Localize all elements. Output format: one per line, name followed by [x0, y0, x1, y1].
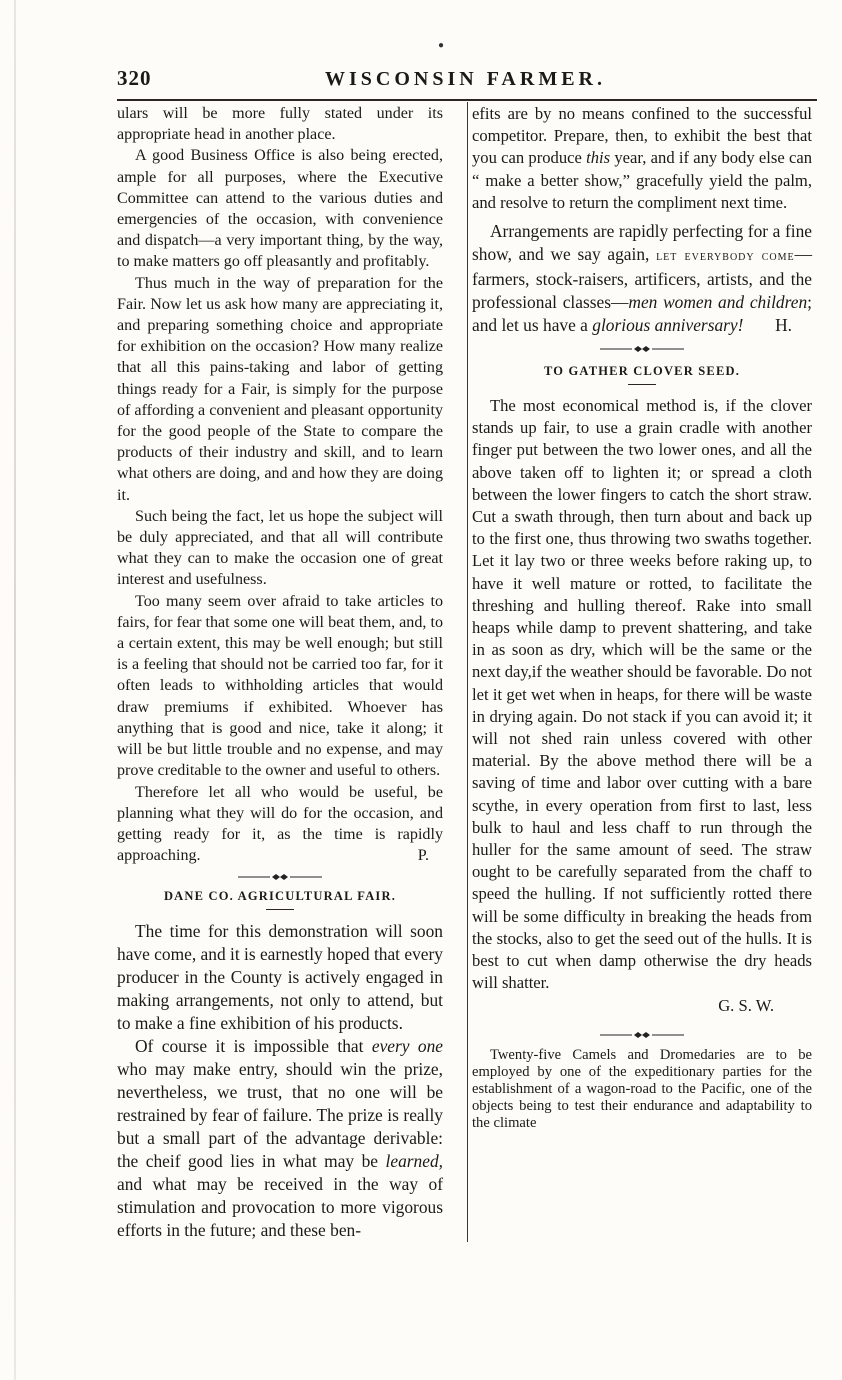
paragraph: ulars will be more fully stated under its appropriate head in another place. [117, 105, 443, 144]
text-run: and what may be received in the way of stimulation and provocation to more vigorous efforts in the future; and these ben- [117, 1174, 443, 1241]
paragraph: Thus much in the way of preparation for the Fair. Now let us ask how many are appreciating it, and preparing something choice and appropriate for exhibition on the occasion? How many realize that all this pains-taking and labor of getting things ready for a Fair, is simply for the purpose of affording a convenient and pleasant opportunity for the good people of the State to compare the products of their industry and skill, and to learn what others are doing, and and how they are doing it. [117, 274, 443, 504]
paragraph [472, 103, 812, 214]
paragraph [117, 1035, 443, 1242]
paragraph [117, 782, 443, 867]
paragraph: Twenty-five Camels and Dromedaries are to be employed by one of the expeditionary parties for the establishment of a wagon-road to the Pacific, one of the objects being to test their endurance and adaptability to the climate [472, 1046, 812, 1131]
left-column [117, 103, 443, 1242]
italic-text: learned, [385, 1151, 443, 1172]
page-edge [14, 0, 16, 1380]
section-ornament [472, 343, 812, 353]
right-column [472, 103, 812, 1132]
text-run: Of course it is impossible that [135, 1036, 372, 1057]
text-run: who may make entry, should win the prize, nevertheless, we trust, that no one will be restrained by fear of failure. The prize is really but a small part of the advantage derivable: the cheif good lies in what may be [117, 1059, 443, 1172]
signature: H. [775, 315, 792, 336]
page-number: 320 [117, 66, 152, 90]
paragraph-text: Therefore let all who would be useful, be planning what they will do for the occasion, and getting ready for it, as the time is rapidly approaching. [117, 783, 443, 865]
section-ornament [472, 1029, 812, 1039]
section-heading: DANE CO. AGRICULTURAL FAIR. [163, 889, 397, 904]
text-run: year, and if any body else can “ make a better show,” gracefully yield the palm, and resolve to return the compliment next time. [472, 148, 812, 212]
italic-text: men women and children [628, 292, 808, 313]
signature: G. S. W. [718, 995, 774, 1015]
journal-title: WISCONSIN FARMER. [325, 68, 606, 90]
italic-text: every one [371, 1036, 443, 1057]
paragraph [472, 220, 812, 337]
running-head [117, 66, 817, 94]
heading-rule [266, 909, 294, 910]
italic-text: glorious anniversary! [592, 315, 744, 336]
paragraph: Such being the fact, let us hope the subject will be duly appreciated, and that all will contribute what they can to make the occasion one of great interest and usefulness. [117, 507, 443, 589]
paragraph: Too many seem over afraid to take articles to fairs, for fear that some one will beat them, and, to a certain extent, this may be well enough; but still is a feeling that should not be carried too far, for it often leads to withholding articles that would draw premiums if exhibited. Whoever has anything that is good and nice, take it along; it will be but little trouble and no expense, and may prove creditable to the owner and useful to others. [117, 592, 443, 780]
italic-text: this [586, 148, 611, 168]
paragraph: The time for this demonstration will soon have come, and it is earnestly hoped that every producer in the County is actively engaged in making arrangements, not only to attend, but to make a fine exhibition of his products. [117, 921, 443, 1034]
column-rule [467, 102, 468, 1242]
heading-rule [628, 384, 656, 385]
text-run: Arrangements are rapidly perfecting for a fine show, and we say again, [472, 221, 812, 265]
section-heading: TO GATHER CLOVER SEED. [543, 364, 741, 379]
ink-dot: ● [438, 40, 445, 51]
text-run: efits are by no means confined to the successful competitor. Prepare, then, to exhibit the best that you can produce [472, 104, 812, 168]
text-run: ; and let us have a [472, 292, 812, 336]
paragraph: The most economical method is, if the clover stands up fair, to use a grain cradle with another finger put between the two lower ones, and all the above taken off to lighten it; or spread a cloth between the lower fingers to catch the short straw. Cut a swath through, then turn about and back up to the first one, thus throwing two swaths together. Let it lay two or three weeks before raking up, to have it well mature or rotted, to facilitate the threshing and hulling thereof. Rake into small heaps while damp to prevent shattering, and take in as soon as dry, which will be the same or the next day,if the weather should be favorable. Do not let it get wet when in heaps, for there will be waste in drying again. Do not stack if you can avoid it; it will not shed rain unless covered with other material. By the above method there will be a saving of time and labor over cutting with a bare scythe, in every operation from first to last, less bulk to haul and less chaff to run through the huller for the same amount of seed. The straw ought to be carefully separated from the chaff to speed the hulling. If not sufficiently rotted there will be some difficulty in breaking the heads from the stocks, also to get the seed out of the hulls. It is best to cut when damp otherwise the dry heads will shatter. [472, 396, 812, 993]
small-caps-text: let everybody come [656, 248, 795, 265]
header-rule [117, 99, 817, 101]
paragraph: A good Business Office is also being erected, ample for all purposes, where the Executive Committee can attend to the various duties and emergencies of the occasion, with convenience and dispatch—a very important thing, by the way, to make matters go off pleasantly and profitably. [117, 147, 443, 271]
text-run: —farmers, stock-raisers, artificers, artists, and the professional classes— [472, 244, 813, 313]
section-ornament [117, 872, 443, 882]
signature: P. [417, 847, 429, 865]
